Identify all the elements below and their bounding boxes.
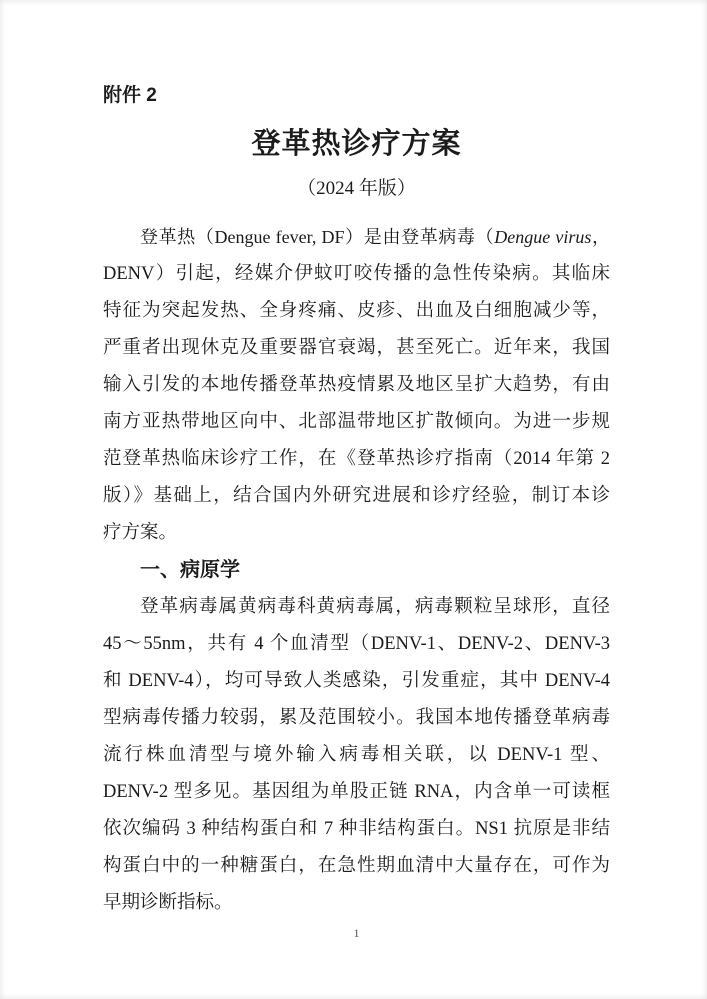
text-line: 特征为突起发热、全身疼痛、皮疹、出血及白细胞减少等，	[103, 301, 610, 321]
text-line: 和 DENV-4），均可导致人类感染，引发重症，其中 DENV-4	[103, 671, 610, 691]
text-line: 版）》基础上，结合国内外研究进展和诊疗经验，制订本诊	[103, 486, 610, 506]
text-line: 依次编码 3 种结构蛋白和 7 种非结构蛋白。NS1 抗原是非结	[103, 819, 610, 839]
text-line: 早期诊断指标。	[103, 893, 233, 913]
text-line: 严重者出现休克及重要器官衰竭，甚至死亡。近年来，我国	[103, 338, 610, 358]
line1-after-italic: ，	[591, 227, 611, 247]
intro-paragraph	[103, 219, 610, 552]
line1-before-italic: 登革热（Dengue fever, DF）是由登革病毒（	[140, 227, 495, 247]
etiology-paragraph	[103, 589, 610, 922]
document-title: 登革热诊疗方案	[251, 128, 462, 160]
text-line: DENV-2 型多见。基因组为单股正链 RNA，内含单一可读框	[103, 782, 610, 802]
text-line: 南方亚热带地区向中、北部温带地区扩散倾向。为进一步规	[103, 412, 610, 432]
text-line: 流行株血清型与境外输入病毒相关联，以 DENV-1 型、	[103, 745, 610, 765]
text-line: 构蛋白中的一种糖蛋白，在急性期血清中大量存在，可作为	[103, 856, 610, 876]
text-line: 登革病毒属黄病毒科黄病毒属，病毒颗粒呈球形，直径	[140, 597, 610, 617]
attachment-label: 附件 2	[103, 85, 157, 106]
text-line: 范登革热临床诊疗工作，在《登革热诊疗指南（2014 年第 2	[103, 449, 610, 469]
text-line: DENV）引起，经媒介伊蚊叮咬传播的急性传染病。其临床	[103, 264, 610, 284]
edition-subtitle: （2024 年版）	[297, 178, 416, 199]
text-line	[103, 219, 610, 256]
text-line: 输入引发的本地传播登革热疫情累及地区呈扩大趋势，有由	[103, 375, 610, 395]
text-line: 型病毒传播力较弱，累及范围较小。我国本地传播登革病毒	[103, 708, 610, 728]
virus-latin-name: Dengue virus	[494, 227, 592, 247]
document-body	[103, 219, 610, 922]
text-line: 45～55nm，共有 4 个血清型（DENV-1、DENV-2、DENV-3	[103, 634, 610, 654]
text-line: 疗方案。	[103, 523, 178, 543]
section-heading-etiology: 一、病原学	[140, 559, 240, 581]
page-number: 1	[353, 926, 360, 940]
